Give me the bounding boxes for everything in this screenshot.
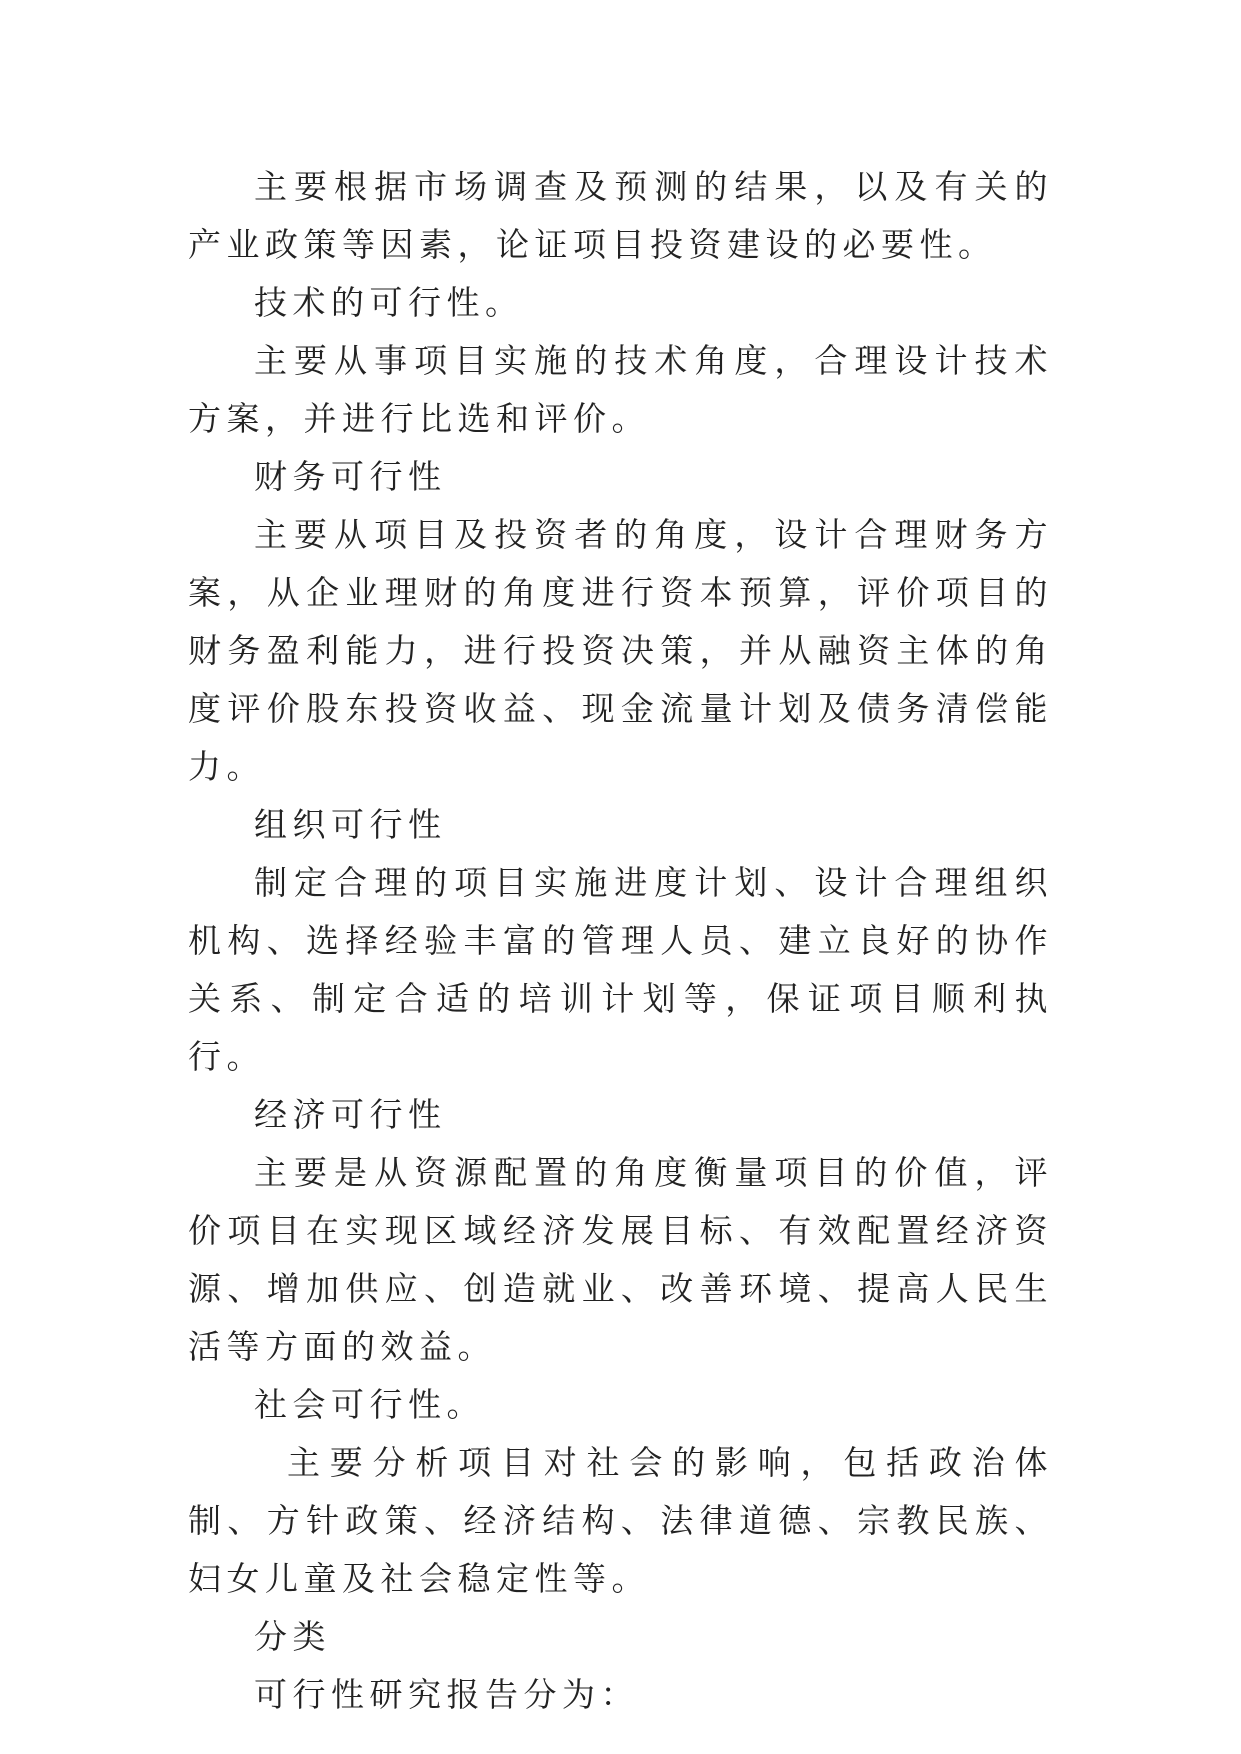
heading-social-feasibility: 社会可行性。: [254, 1385, 485, 1424]
paragraph-social: 主要分析项目对社会的影响，包括政治体制、方针政策、经济结构、法律道德、宗教民族、妇女儿童及社会稳定性等。: [188, 1443, 1053, 1598]
heading-economic-feasibility: 经济可行性: [254, 1095, 447, 1134]
heading-technical-feasibility: 技术的可行性。: [254, 283, 524, 322]
document-body: [188, 158, 1053, 1724]
paragraph-report-types: 可行性研究报告分为：: [254, 1675, 639, 1714]
heading-organizational-feasibility: 组织可行性: [254, 805, 447, 844]
paragraph-economic: 主要是从资源配置的角度衡量项目的价值，评价项目在实现区域经济发展目标、有效配置经济资源、增加供应、创造就业、改善环境、提高人民生活等方面的效益。: [188, 1153, 1053, 1366]
heading-financial-feasibility: 财务可行性: [254, 457, 447, 496]
paragraph-technical: 主要从事项目实施的技术角度，合理设计技术方案，并进行比选和评价。: [188, 341, 1053, 438]
paragraph-financial: 主要从项目及投资者的角度，设计合理财务方案，从企业理财的角度进行资本预算，评价项目的财务盈利能力，进行投资决策，并从融资主体的角度评价股东投资收益、现金流量计划及债务清偿能力。: [188, 515, 1053, 786]
paragraph-organizational: 制定合理的项目实施进度计划、设计合理组织机构、选择经验丰富的管理人员、建立良好的协作关系、制定合适的培训计划等，保证项目顺利执行。: [188, 863, 1053, 1076]
heading-classification: 分类: [254, 1617, 331, 1656]
paragraph-necessity: 主要根据市场调查及预测的结果，以及有关的产业政策等因素，论证项目投资建设的必要性。: [188, 167, 1053, 264]
